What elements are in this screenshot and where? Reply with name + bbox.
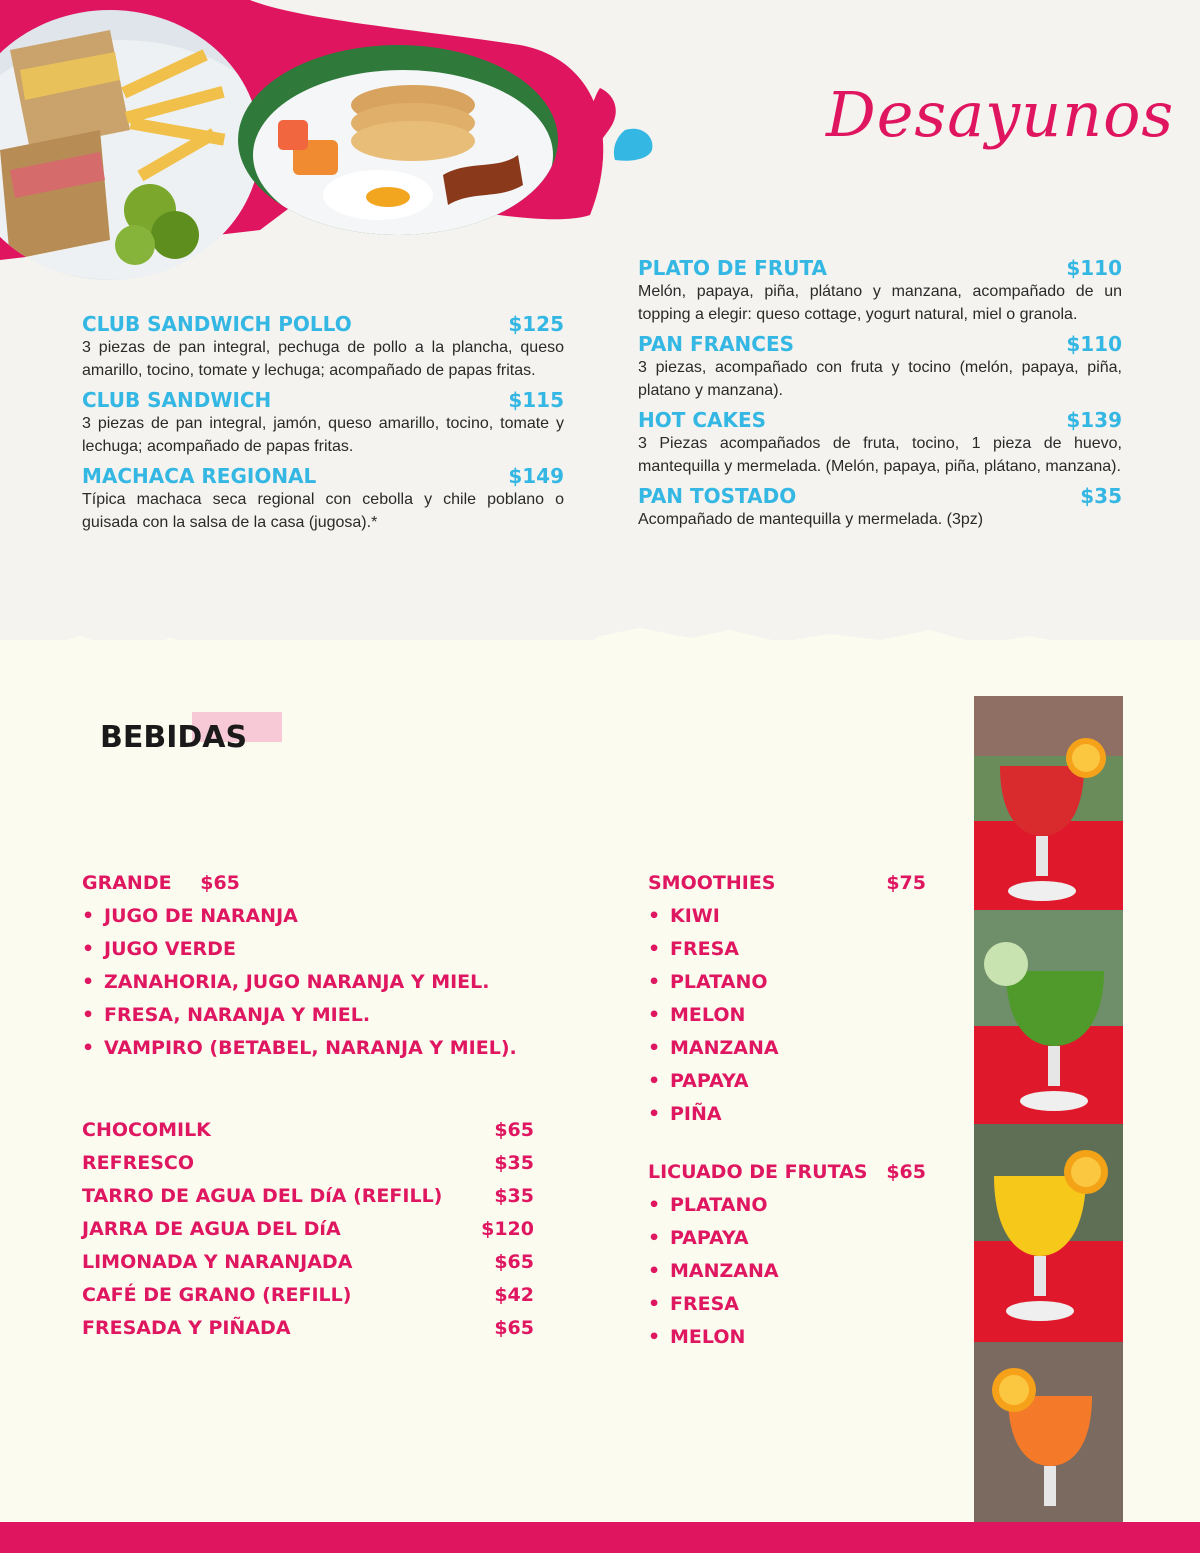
item-name: CLUB SANDWICH POLLO (82, 312, 352, 336)
item-price: $149 (508, 464, 564, 488)
item-price: $110 (1066, 256, 1122, 280)
menu-item (638, 484, 1122, 531)
grande-price: $65 (200, 872, 240, 894)
drink-name: CHOCOMILK (82, 1119, 211, 1141)
list-item: • MANZANA (648, 1032, 926, 1065)
drink-name: CAFÉ DE GRANO (REFILL) (82, 1284, 352, 1306)
item-description: Melón, papaya, piña, plátano y manzana, acompañado de un topping a elegir: queso cottage, yogurt natural, miel o granola. (638, 283, 1122, 323)
drink-name: JARRA DE AGUA DEL DíA (82, 1218, 341, 1240)
list-item: • PAPAYA (648, 1065, 926, 1098)
item-description: 3 piezas de pan integral, jamón, queso amarillo, tocino, tomate y lechuga; acompañado de papas fritas. (82, 415, 564, 455)
list-item: • FRESA (648, 1288, 926, 1321)
item-description: Típica machaca seca regional con cebolla y chile poblano o guisada con la salsa de la casa (jugosa).* (82, 491, 564, 531)
drink-row (82, 1180, 534, 1213)
footer-bar (0, 1522, 1200, 1553)
list-item: • MANZANA (648, 1255, 926, 1288)
drink-price: $120 (481, 1218, 534, 1240)
drink-price: $35 (494, 1185, 534, 1207)
item-description: 3 piezas de pan integral, pechuga de pollo a la plancha, queso amarillo, tocino, tomate y lechuga; acompañado de papas fritas. (82, 339, 564, 379)
menu-item (82, 312, 564, 382)
drink-price: $65 (494, 1317, 534, 1339)
smoothies-price: $75 (886, 872, 926, 894)
list-item: • JUGO DE NARANJA (82, 900, 582, 933)
grande-header (82, 867, 582, 900)
item-name: HOT CAKES (638, 408, 767, 432)
item-price: $125 (508, 312, 564, 336)
list-item: • KIWI (648, 900, 926, 933)
smoothies-group (648, 867, 926, 1131)
list-item: • MELON (648, 1321, 926, 1354)
drinks-heading: BEBIDAS (100, 720, 248, 755)
item-price: $110 (1066, 332, 1122, 356)
menu-item (638, 256, 1122, 326)
item-name: MACHACA REGIONAL (82, 464, 317, 488)
licuado-group (648, 1156, 926, 1354)
licuado-header (648, 1156, 926, 1189)
list-item: • PLATANO (648, 1189, 926, 1222)
drink-row (82, 1279, 534, 1312)
grande-juices-group (82, 867, 582, 1065)
list-item: • VAMPIRO (BETABEL, NARANJA Y MIEL). (82, 1032, 582, 1065)
smoothies-header (648, 867, 926, 900)
drink-row (82, 1246, 534, 1279)
torn-paper-edge (0, 600, 1200, 690)
item-name: PAN TOSTADO (638, 484, 797, 508)
licuado-label: LICUADO DE FRUTAS (648, 1161, 868, 1183)
drink-name: REFRESCO (82, 1152, 194, 1174)
item-price: $115 (508, 388, 564, 412)
list-item: • PIÑA (648, 1098, 926, 1131)
page-title: Desayunos (826, 78, 1175, 151)
breakfast-left-column (82, 312, 564, 534)
drink-row (82, 1147, 534, 1180)
drink-photo-strip (974, 696, 1123, 1522)
item-price: $139 (1066, 408, 1122, 432)
menu-item (638, 332, 1122, 402)
drinks-price-list (82, 1114, 534, 1345)
menu-item (638, 408, 1122, 478)
menu-item (82, 388, 564, 458)
drink-name: TARRO DE AGUA DEL DíA (REFILL) (82, 1185, 443, 1207)
list-item: • FRESA, NARANJA Y MIEL. (82, 999, 582, 1032)
item-name: CLUB SANDWICH (82, 388, 272, 412)
list-item: • ZANAHORIA, JUGO NARANJA Y MIEL. (82, 966, 582, 999)
menu-item (82, 464, 564, 534)
hot-cakes-photo (238, 45, 558, 235)
drink-name: LIMONADA Y NARANJADA (82, 1251, 353, 1273)
list-item: • PAPAYA (648, 1222, 926, 1255)
drink-price: $35 (494, 1152, 534, 1174)
item-description: 3 piezas, acompañado con fruta y tocino (melón, papaya, piña, platano y manzana). (638, 359, 1122, 399)
item-name: PAN FRANCES (638, 332, 795, 356)
drink-photos (974, 696, 1123, 1522)
list-item: • PLATANO (648, 966, 926, 999)
list-item: • FRESA (648, 933, 926, 966)
grande-label: GRANDE (82, 872, 172, 894)
list-item: • MELON (648, 999, 926, 1032)
drink-name: FRESADA Y PIÑADA (82, 1317, 291, 1339)
list-item: • JUGO VERDE (82, 933, 582, 966)
drink-row (82, 1114, 534, 1147)
drink-row (82, 1312, 534, 1345)
drink-price: $42 (494, 1284, 534, 1306)
breakfast-right-column (638, 256, 1122, 531)
drink-price: $65 (494, 1119, 534, 1141)
drink-price: $65 (494, 1251, 534, 1273)
item-name: PLATO DE FRUTA (638, 256, 828, 280)
item-description: 3 Piezas acompañados de fruta, tocino, 1 pieza de huevo, mantequilla y mermelada. (Melón, papaya, piña, plátano, manzana). (638, 435, 1122, 475)
licuado-price: $65 (886, 1161, 926, 1183)
drink-row (82, 1213, 534, 1246)
smoothies-label: SMOOTHIES (648, 872, 776, 894)
item-price: $35 (1080, 484, 1122, 508)
item-description: Acompañado de mantequilla y mermelada. (3pz) (638, 511, 984, 528)
